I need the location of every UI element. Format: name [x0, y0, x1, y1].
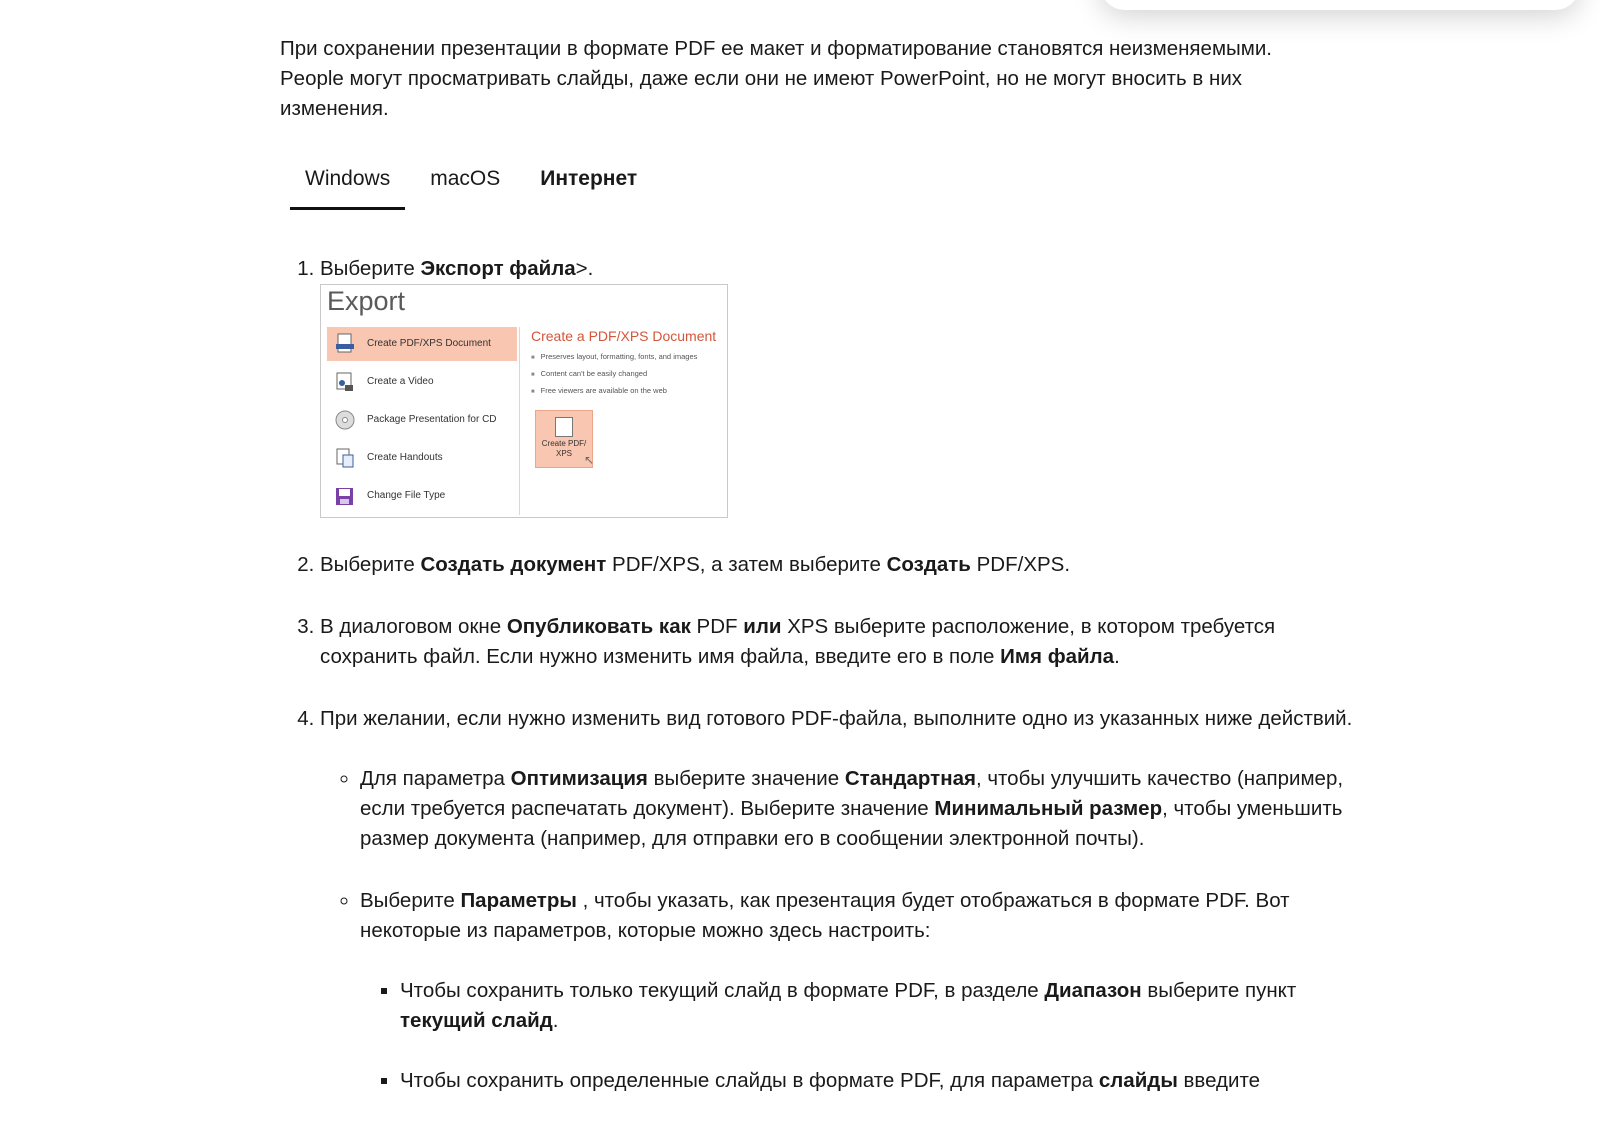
option-text: Выберите — [360, 889, 461, 912]
export-bullet: ■ Preserves layout, formatting, fonts, and images — [531, 349, 721, 366]
tab-macos[interactable]: macOS — [430, 167, 501, 190]
export-divider — [519, 327, 520, 515]
export-item-create-video[interactable] — [327, 365, 517, 399]
export-item-label: Create a Video — [367, 376, 434, 387]
step-2-text: Выберите — [320, 553, 421, 576]
step-3-bold: Опубликовать как — [506, 615, 691, 638]
option-bold: Минимальный размер — [934, 797, 1163, 820]
parameter-list — [360, 976, 1360, 1096]
create-pdf-xps-button[interactable] — [535, 410, 593, 468]
export-bullet: ■ Free viewers are available on the web — [531, 383, 721, 400]
step-2-text: PDF/XPS, а затем выберите — [606, 553, 887, 576]
parameter-bold: текущий слайд — [400, 1009, 553, 1032]
step-1-text: Выберите — [320, 257, 421, 280]
parameter-slides — [400, 1066, 1360, 1096]
parameter-bold: Диапазон — [1044, 979, 1142, 1002]
parameter-text: Чтобы сохранить определенные слайды в формате PDF, для параметра — [400, 1069, 1099, 1092]
step-3 — [320, 612, 1360, 672]
option-text: Для параметра — [360, 767, 511, 790]
save-file-type-icon — [335, 485, 355, 507]
export-menu — [327, 327, 517, 517]
export-item-label: Create PDF/XPS Document — [367, 338, 491, 349]
export-detail-heading: Create a PDF/XPS Document — [531, 328, 717, 344]
article-content — [280, 34, 1340, 124]
export-item-change-file-type[interactable] — [327, 479, 517, 513]
pdf-document-icon — [335, 333, 355, 355]
parameter-text: введите — [1177, 1069, 1260, 1092]
export-item-label: Change File Type — [367, 490, 446, 501]
parameter-text: выберите пункт — [1141, 979, 1297, 1002]
step-1-bold: Экспорт файла — [420, 257, 576, 280]
step-1 — [320, 254, 1360, 518]
option-bold: Параметры — [460, 889, 577, 912]
step-3-bold: Имя файла — [1000, 645, 1115, 668]
create-pdf-xps-label: Create PDF/ XPS — [541, 439, 587, 458]
step-4 — [320, 704, 1360, 1096]
export-item-handouts[interactable] — [327, 441, 517, 475]
cursor-icon: ↖ — [584, 453, 595, 467]
step-3-text: XPS выберите расположение, в котором требуется сохранить файл. Если нужно изменить имя файла, введите его в поле — [320, 615, 1276, 668]
top-shadow-overlay — [1100, 0, 1580, 10]
option-optimization — [360, 764, 1360, 854]
step-2-text: PDF/XPS. — [970, 553, 1071, 576]
parameter-bold: слайды — [1098, 1069, 1178, 1092]
parameter-current-slide — [400, 976, 1360, 1036]
tab-windows[interactable]: Windows — [290, 158, 405, 210]
option-bold: Стандартная — [844, 767, 976, 790]
step-2-bold: Создать документ — [420, 553, 607, 576]
step-3-text: В диалоговом окне — [320, 615, 507, 638]
platform-tabs — [290, 158, 662, 210]
parameter-text: Чтобы сохранить только текущий слайд в формате PDF, в разделе — [400, 979, 1045, 1002]
pdf-document-icon — [555, 417, 573, 437]
export-item-package-cd[interactable] — [327, 403, 517, 437]
cd-icon — [335, 409, 355, 431]
option-text: , чтобы улучшить качество (например, если требуется распечатать документ). Выберите значение — [360, 767, 1344, 820]
option-text: , чтобы уменьшить размер документа (например, для отправки его в сообщении электронной почты). — [360, 797, 1343, 850]
export-item-create-pdf[interactable] — [327, 327, 517, 361]
step-3-bold: или — [743, 615, 782, 638]
option-text: выберите значение — [647, 767, 845, 790]
export-detail-panel — [531, 327, 721, 468]
video-icon — [335, 371, 355, 393]
step-2-bold: Создать — [886, 553, 971, 576]
steps-list — [280, 254, 1360, 1128]
parameter-text: . — [552, 1009, 559, 1032]
export-detail-bullets — [531, 349, 721, 400]
step-4-options — [320, 764, 1360, 1096]
tab-internet[interactable]: Интернет — [540, 167, 638, 190]
step-2 — [320, 550, 1360, 580]
intro-paragraph: При сохранении презентации в формате PDF ее макет и форматирование становятся неизменяемыми. People могут просматривать слайды, даже если они не имеют PowerPoint, но не могут вносить в них изменения. — [280, 37, 1273, 120]
handouts-icon — [335, 447, 355, 469]
export-item-label: Package Presentation for CD — [367, 414, 497, 425]
step-1-suffix: >. — [575, 257, 594, 280]
export-title: Export — [327, 286, 406, 316]
option-parameters — [360, 886, 1360, 1096]
export-item-label: Create Handouts — [367, 452, 443, 463]
step-4-text: При желании, если нужно изменить вид готового PDF-файла, выполните одно из указанных ниже действий. — [320, 707, 1353, 730]
export-bullet: ■ Content can't be easily changed — [531, 366, 721, 383]
option-bold: Оптимизация — [510, 767, 648, 790]
option-text: , чтобы указать, как презентация будет отображаться в формате PDF. Вот некоторые из параметров, которые можно здесь настроить: — [360, 889, 1290, 942]
step-3-text: . — [1114, 645, 1120, 668]
step-3-text: PDF — [690, 615, 744, 638]
export-screenshot — [320, 284, 728, 518]
